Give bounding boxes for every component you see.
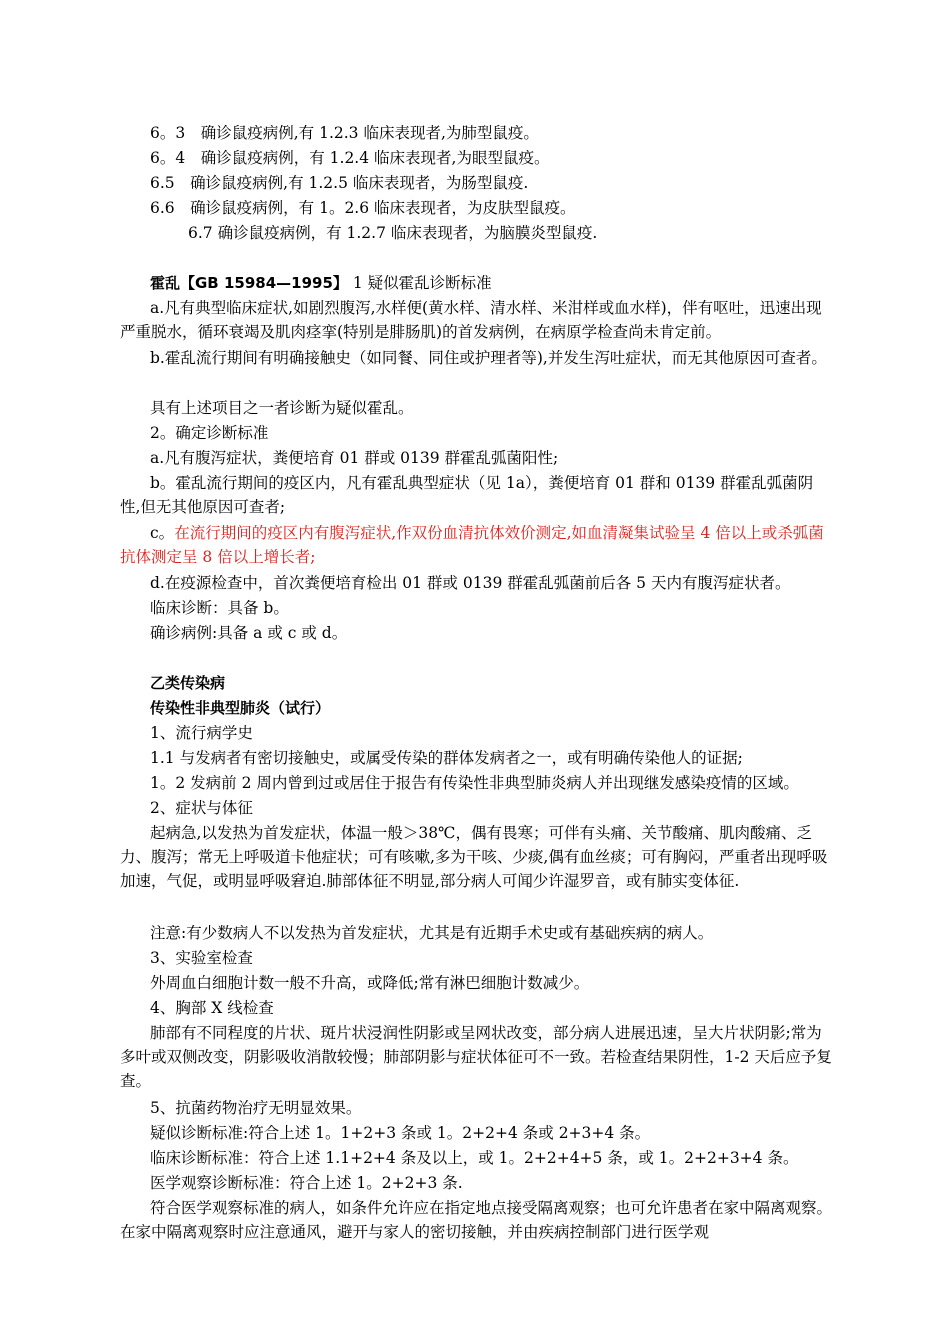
sars-title: 传染性非典型肺炎（试行） xyxy=(150,699,331,717)
sars-section-2-text: 起病急,以发热为首发症状，体温一般＞38℃，偶有畏寒；可伴有头痛、关节酸痛、肌肉酸痛、乏力、腹泻；常无上呼吸道卡他症状；可有咳嗽,多为干咳、少痰,偶有血丝痰；可有胸闷，严重者出现呼吸加速，气促，或明显呼吸窘迫.肺部体征不明显,部分病人可闻少许湿罗音，或有肺实变体征. xyxy=(120,824,828,890)
cholera-confirmed: 确诊病例:具备 a 或 c 或 d。 xyxy=(150,624,348,642)
plague-line-6-3: 6。3 确诊鼠疫病例,有 1.2.3 临床表现者,为肺型鼠疫。 xyxy=(150,124,539,142)
cholera-confirm-a: a.凡有腹泻症状，粪便培育 01 群或 0139 群霍乱弧菌阳性; xyxy=(150,449,559,467)
sars-section-5: 5、抗菌药物治疗无明显效果。 xyxy=(150,1099,362,1117)
cholera-title xyxy=(150,271,492,295)
plague-line-6-5: 6.5 确诊鼠疫病例,有 1.2.5 临床表现者，为肠型鼠疫. xyxy=(150,174,529,192)
sars-section-3: 3、实验室检查 xyxy=(150,949,253,967)
cholera-confirm-c xyxy=(120,521,832,569)
sars-suspect-criteria: 疑似诊断标准:符合上述 1。1+2+3 条或 1。2+2+4 条或 2+3+4 条。 xyxy=(150,1124,651,1142)
sars-clinical-criteria: 临床诊断标准：符合上述 1.1+2+4 条及以上，或 1。2+2+4+5 条，或 1。2+2+3+4 条。 xyxy=(150,1149,799,1167)
class-b-heading: 乙类传染病 xyxy=(150,674,226,692)
cholera-title-bold: 霍乱【GB 15984—1995】 xyxy=(150,274,348,292)
cholera-summary: 具有上述项目之一者诊断为疑似霍乱。 xyxy=(150,399,414,417)
sars-section-4: 4、胸部 X 线检查 xyxy=(150,999,274,1017)
cholera-confirm-title: 2。确定诊断标准 xyxy=(150,424,269,442)
cholera-confirm-c-prefix: c。 xyxy=(150,524,175,542)
sars-section-4-text: 肺部有不同程度的片状、斑片状浸润性阴影或呈网状改变，部分病人进展迅速，呈大片状阴影;常为多叶或双侧改变，阴影吸收消散较慢；肺部阴影与症状体征可不一致。若检查结果阴性，1-2 天后应予复查。 xyxy=(120,1024,832,1090)
cholera-clinical: 临床诊断：具备 b。 xyxy=(150,599,289,617)
cholera-confirm-d: d.在疫源检查中，首次粪便培育检出 01 群或 0139 群霍乱弧菌前后各 5 天内有腹泻症状者。 xyxy=(150,574,791,592)
plague-line-6-7: 6.7 确诊鼠疫病例，有 1.2.7 临床表现者，为脑膜炎型鼠疫. xyxy=(188,224,598,242)
sars-observation-text: 符合医学观察标准的病人，如条件允许应在指定地点接受隔离观察；也可允许患者在家中隔离观察。在家中隔离观察时应注意通风，避开与家人的密切接触，并由疾病控制部门进行医学观 xyxy=(120,1199,833,1241)
cholera-confirm-c-red: 在流行期间的疫区内有腹泻症状,作双份血清抗体效价测定,如血清凝集试验呈 4 倍以上或杀弧菌抗体测定呈 8 倍以上增长者; xyxy=(120,524,824,566)
sars-observation-criteria: 医学观察诊断标准：符合上述 1。2+2+3 条. xyxy=(150,1174,463,1192)
sars-section-1-1: 1.1 与发病者有密切接触史，或属受传染的群体发病者之一，或有明确传染他人的证据; xyxy=(150,749,743,767)
sars-section-2: 2、症状与体征 xyxy=(150,799,253,817)
cholera-item-b: b.霍乱流行期间有明确接触史（如同餐、同住或护理者等),并发生泻吐症状，而无其他原因可查者。 xyxy=(150,349,827,367)
plague-line-6-6: 6.6 确诊鼠疫病例，有 1。2.6 临床表现者，为皮肤型鼠疫。 xyxy=(150,199,576,217)
plague-line-6-4: 6。4 确诊鼠疫病例，有 1.2.4 临床表现者,为眼型鼠疫。 xyxy=(150,149,550,167)
cholera-title-rest: 1 疑似霍乱诊断标准 xyxy=(352,274,492,292)
sars-section-3-text: 外周血白细胞计数一般不升高，或降低;常有淋巴细胞计数减少。 xyxy=(150,974,590,992)
sars-section-1-2: 1。2 发病前 2 周内曾到过或居住于报告有传染性非典型肺炎病人并出现继发感染疫情的区域。 xyxy=(150,774,799,792)
cholera-confirm-b: b。霍乱流行期间的疫区内，凡有霍乱典型症状（见 1a），粪便培育 01 群和 0139 群霍乱弧菌阴性,但无其他原因可查者; xyxy=(120,474,814,516)
cholera-item-a: a.凡有典型临床症状,如剧烈腹泻,水样便(黄水样、清水样、米泔样或血水样)，伴有呕吐，迅速出现严重脱水，循环衰竭及肌肉痉挛(特别是腓肠肌)的首发病例，在病原学检查尚未肯定前。 xyxy=(120,299,822,341)
sars-note: 注意:有少数病人不以发热为首发症状，尤其是有近期手术史或有基础疾病的病人。 xyxy=(150,924,714,942)
sars-section-1: 1、流行病学史 xyxy=(150,724,253,742)
